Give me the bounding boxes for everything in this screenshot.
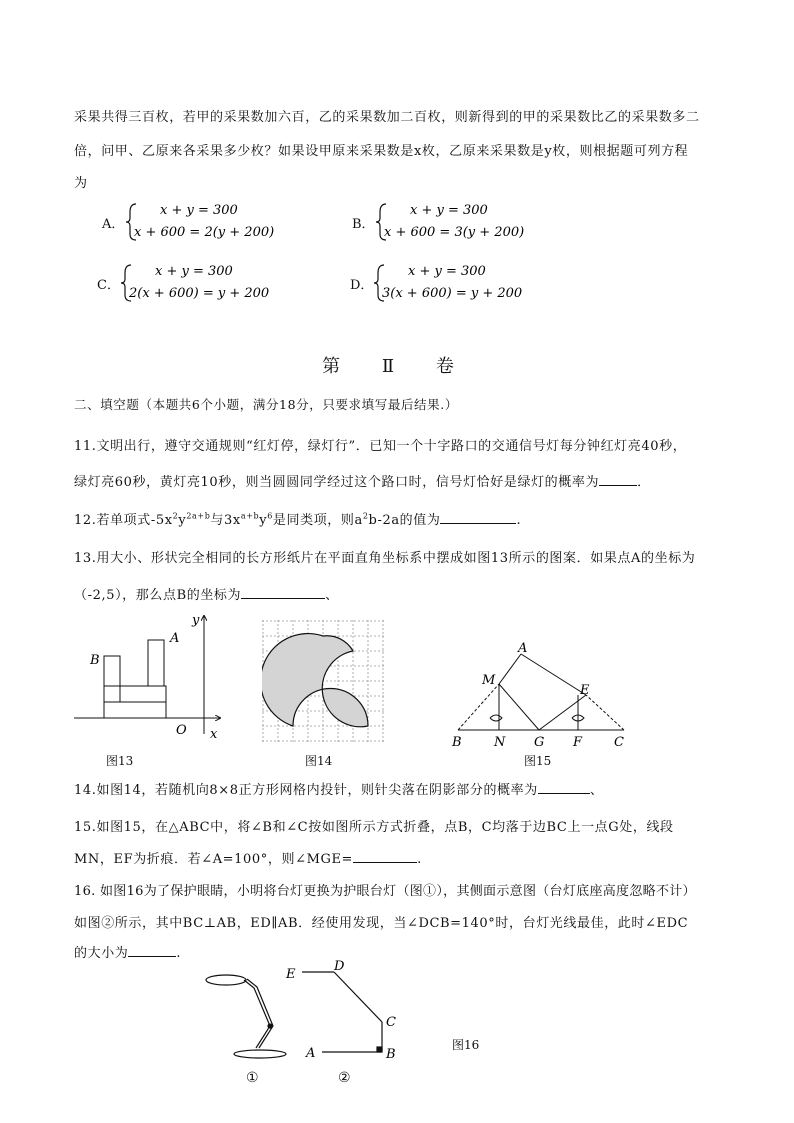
lamp-arm (247, 979, 273, 1048)
lamp-head-icon (206, 975, 246, 985)
figure-16-diagram (280, 960, 410, 1064)
option-label: A． (102, 217, 125, 232)
q13-text: （-2,5），那么点B的坐标为 (74, 588, 242, 603)
right-angle-mark (377, 1047, 382, 1052)
figure-14 (262, 620, 390, 746)
label-M: M (482, 673, 496, 688)
q10-line1: 采果共得三百枚，若甲的采果数加六百，乙的采果数加二百枚，则新得到的甲的采果数比乙的采果数多二 (74, 110, 700, 125)
option-eq1: x + y = 300 (155, 264, 233, 279)
caption-sub1: ① (246, 1070, 259, 1086)
paper-rectangles (104, 640, 166, 718)
q11-text: 绿灯亮60秒，黄灯亮10秒，则当圆圆同学经过这个路口时，信号灯恰好是绿灯的概率为 (74, 475, 600, 490)
label-E: E (286, 967, 296, 982)
caption-fig14: 图14 (305, 754, 333, 768)
answer-blank[interactable] (440, 512, 516, 524)
q15-line2 (74, 848, 422, 867)
segment-AE (521, 654, 586, 695)
option-eq2: 3(x + 600) = y + 200 (382, 286, 523, 301)
label-C: C (386, 1015, 396, 1030)
section-title: 第 Ⅱ 卷 (322, 356, 472, 377)
option-eq2: x + 600 = 3(y + 200) (384, 225, 525, 240)
q13-line1: 13.用大小、形状完全相同的长方形纸片在平面直角坐标系中摆成如图13所示的图案．如果点A的坐标为 (74, 551, 696, 566)
q12-sup: 2 (172, 511, 179, 521)
segment-MG (499, 684, 539, 730)
q14-end: 、 (589, 783, 604, 798)
answer-blank[interactable] (538, 782, 590, 794)
q12-line (74, 509, 521, 528)
label-O: O (176, 723, 187, 738)
q14-line (74, 779, 603, 798)
q12-part: y (259, 513, 268, 528)
shaded-region (262, 634, 368, 727)
option-eq1: x + y = 300 (408, 264, 486, 279)
label-F: F (573, 735, 583, 750)
lamp-joint (268, 1024, 272, 1028)
option-a-system (124, 200, 324, 244)
option-eq1: x + y = 300 (410, 203, 488, 218)
option-label: C． (97, 278, 120, 293)
answer-blank[interactable] (241, 587, 325, 599)
q11-line2 (74, 471, 651, 490)
q16-line3 (74, 942, 181, 961)
figure-13 (70, 610, 230, 740)
label-A: A (518, 641, 528, 656)
figure-15 (448, 640, 634, 752)
q11-line1: 11.文明出行，遵守交通规则“红灯停，绿灯行”．已知一个十字路口的交通信号灯每分钟红灯亮40秒， (74, 439, 687, 454)
label-C: C (614, 735, 624, 750)
q12-part: 是同类项，则a (272, 513, 363, 528)
label-N: N (494, 735, 506, 750)
q14-text: 14.如图14，若随机向8×8正方形网格内投针，则针尖落在阴影部分的概率为 (74, 783, 538, 798)
q12-sup: 2a+b (186, 511, 211, 521)
section-header: 二、填空题（本题共6个小题，满分18分，只要求填写最后结果.） (74, 397, 458, 412)
answer-blank[interactable] (128, 945, 176, 957)
option-eq2: x + 600 = 2(y + 200) (134, 225, 275, 240)
caption-fig16: 图16 (452, 1038, 480, 1052)
q13-line2 (74, 584, 339, 603)
option-label: D． (350, 278, 374, 293)
label-B: B (386, 1047, 396, 1062)
option-eq1: x + y = 300 (160, 203, 238, 218)
q12-part: y (178, 513, 187, 528)
answer-blank[interactable] (353, 851, 417, 863)
q15-end: . (417, 852, 422, 867)
option-d-system (372, 261, 572, 305)
q12-sup: 6 (267, 511, 273, 521)
q12-sup: 2 (362, 511, 369, 521)
q16-line1: 16. 如图16为了保护眼睛，小明将台灯更换为护眼台灯（图①），其侧面示意图（台灯底座高度忽略不计） (74, 884, 696, 899)
q12-sup: a+b (240, 511, 260, 521)
caption-fig15: 图15 (524, 754, 552, 768)
segment-BM (458, 684, 499, 730)
option-label: B． (352, 217, 375, 232)
q16-text: 的大小为 (74, 946, 129, 961)
segment-MA (499, 654, 521, 684)
label-D: D (334, 960, 345, 974)
label-x: x (210, 727, 218, 740)
segment-CE (586, 695, 624, 730)
label-E: E (580, 683, 590, 698)
caption-sub2: ② (338, 1070, 351, 1086)
q15-line1: 15.如图15，在△ABC中，将∠B和∠C按如图所示方式折叠，点B，C均落于边BC上一点G处，线段 (74, 820, 674, 835)
q16-line2: 如图②所示，其中BC⊥AB，ED∥AB．经使用发现，当∠DCB=140°时，台灯光线最佳，此时∠EDC (74, 916, 689, 931)
q10-line2: 倍，问甲、乙原来各采果多少枚？如果设甲原来采果数是x枚，乙原来采果数是y枚，则根据题可列方程 (74, 144, 689, 159)
answer-blank[interactable] (599, 474, 637, 486)
segment-EG (539, 695, 586, 730)
option-b-system (374, 200, 574, 244)
lamp-base (234, 1050, 286, 1058)
q12-end: . (516, 513, 522, 528)
label-B: B (452, 735, 462, 750)
q13-end: 、 (325, 588, 339, 603)
caption-fig13: 图13 (106, 754, 134, 768)
segment-DC (334, 972, 382, 1022)
option-eq2: 2(x + 600) = y + 200 (129, 286, 270, 301)
label-B: B (90, 653, 100, 668)
q12-part: b-2a的值为 (368, 513, 441, 528)
label-A: A (306, 1046, 316, 1061)
label-A: A (170, 631, 180, 646)
option-c-system (119, 261, 319, 305)
q12-part: 与3x (210, 513, 241, 528)
label-G: G (534, 735, 545, 750)
q15-text: MN，EF为折痕．若∠A=100°，则∠MGE= (74, 852, 354, 867)
q10-line3: 为 (74, 176, 88, 191)
label-y: y (192, 613, 200, 628)
figure-16-lamp (200, 966, 290, 1066)
q16-end: . (176, 946, 182, 961)
q12-part: 12.若单项式-5x (74, 513, 173, 528)
q11-end: ． (637, 475, 651, 490)
angle-mark (490, 715, 502, 721)
